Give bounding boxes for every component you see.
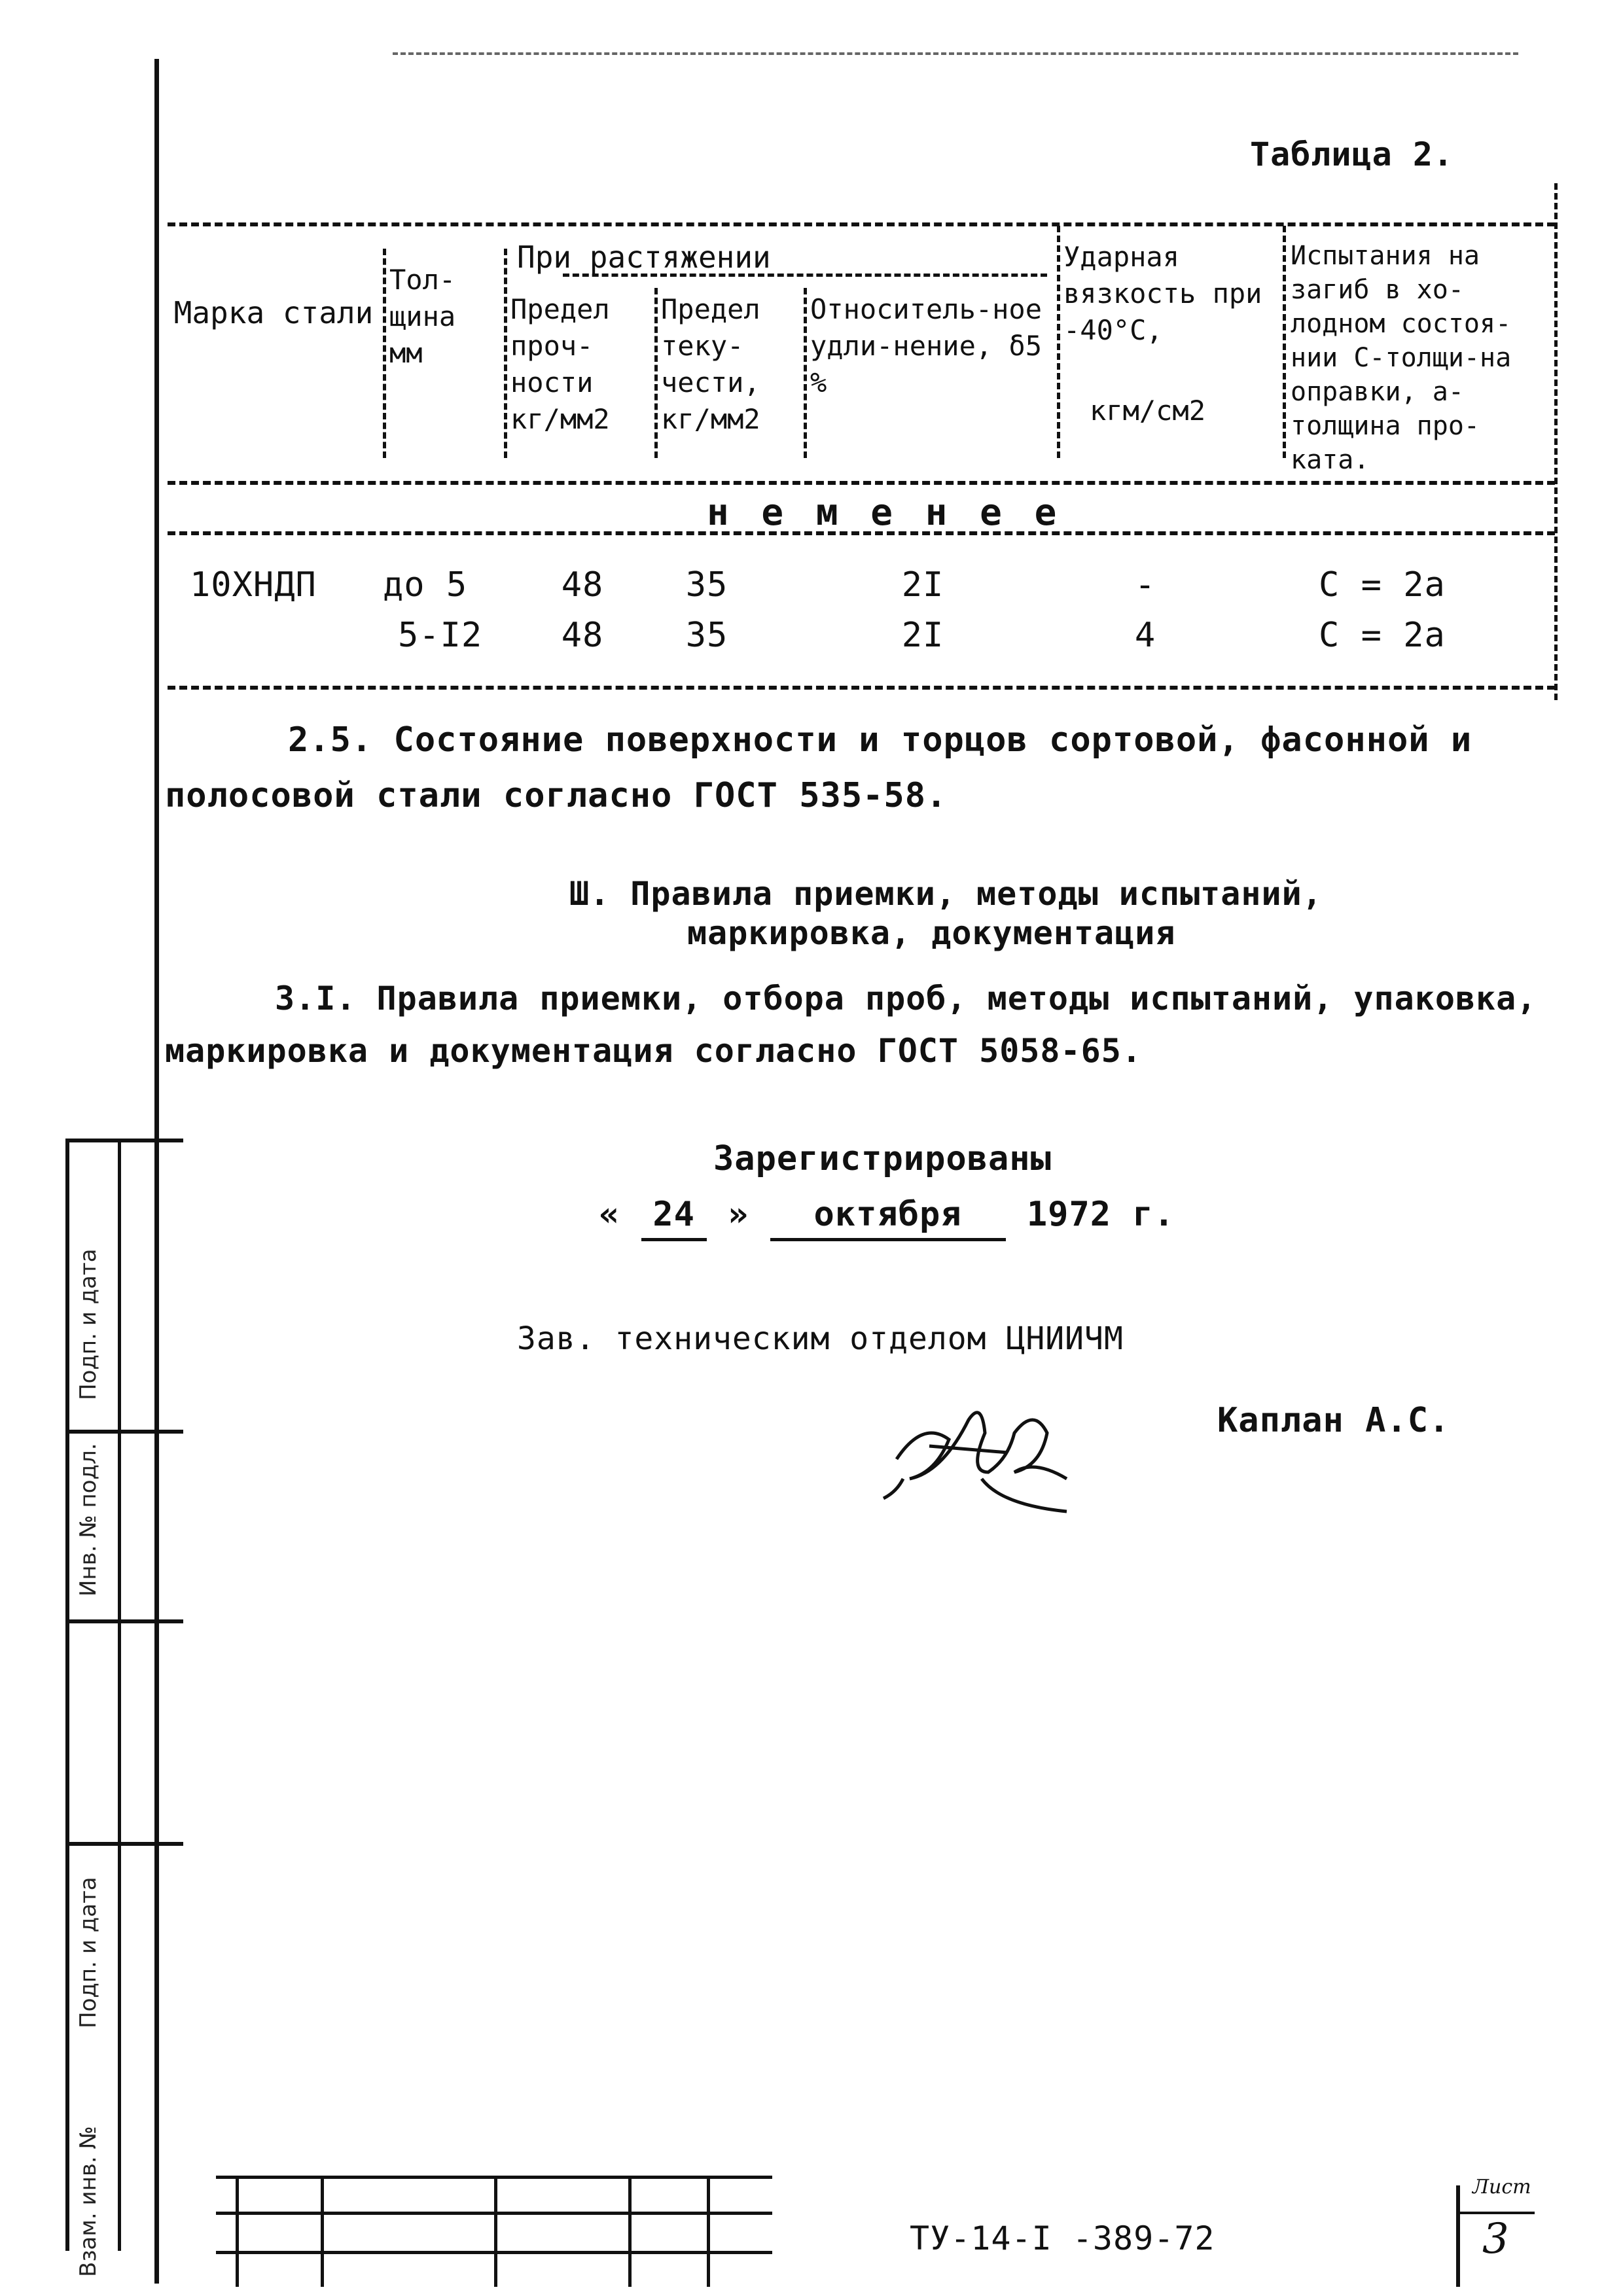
title-block-col-3	[494, 2176, 497, 2287]
section-3-title-line2: маркировка, документация	[687, 914, 1176, 952]
row1-impact: -	[1134, 565, 1156, 605]
table-caption: Таблица 2.	[1250, 135, 1454, 173]
col-sep-4	[804, 288, 807, 458]
title-block-col-5	[707, 2176, 710, 2287]
side-stamp-inner-rule	[118, 1139, 121, 2251]
row2-elongation: 2I	[901, 616, 944, 655]
header-elongation: Относитель-ное удли-нение, δ5 %	[810, 293, 1043, 398]
signatory-position: Зав. техническим отделом ЦНИИЧМ	[517, 1320, 1124, 1357]
col-sep-5	[1057, 226, 1060, 458]
title-block-col-4	[628, 2176, 632, 2287]
side-stamp-rule-4	[65, 1842, 183, 1846]
side-stamp-label-1: Подп. и дата	[75, 1248, 101, 1400]
header-impact: Ударная вязкость при -40°С,	[1063, 241, 1262, 346]
table-bottom-rule	[168, 686, 1555, 690]
sheet-box-left	[1456, 2185, 1460, 2287]
sheet-box-rule	[1456, 2212, 1535, 2214]
row2-yield: 35	[685, 616, 728, 655]
row1-yield: 35	[685, 565, 728, 605]
table-header-bottom-rule	[168, 481, 1555, 485]
top-rule	[393, 52, 1518, 55]
paragraph-2-5-line1: 2.5. Состояние поверхности и торцов сортовой, фасонной и	[288, 720, 1472, 760]
header-yield: Предел теку-чести, кг/мм2	[661, 293, 760, 435]
row1-elongation: 2I	[901, 565, 944, 605]
col-sep-6	[1283, 226, 1286, 458]
header-impact-unit: кгм/см2	[1090, 395, 1206, 427]
row1-bend: С = 2а	[1319, 565, 1446, 605]
col-sep-right	[1554, 183, 1558, 700]
row2-bend: С = 2а	[1319, 616, 1446, 655]
registration-day: 24	[641, 1191, 707, 1241]
row2-impact: 4	[1134, 616, 1156, 655]
quote-open: «	[599, 1195, 620, 1234]
registration-month: октября	[770, 1191, 1006, 1241]
header-grade: Марка стали	[173, 295, 374, 330]
header-tension-group: При растяжении	[517, 239, 771, 275]
document-code: ТУ-14-I -389-72	[910, 2219, 1215, 2257]
title-block-col-2	[321, 2176, 324, 2287]
registration-date	[599, 1191, 1175, 1241]
side-stamp-label-3: Подп. и дата	[75, 1877, 101, 2028]
sheet-label: Лист	[1472, 2176, 1531, 2199]
side-stamp-label-2: Инв. № подл.	[75, 1443, 101, 1597]
header-strength: Предел проч-ности кг/мм2	[510, 293, 610, 435]
section-3-title-line1: Ш. Правила приемки, методы испытаний,	[569, 875, 1323, 913]
registration-label: Зарегистрированы	[713, 1139, 1052, 1178]
col-sep-2	[504, 249, 507, 458]
row1-grade: 10ХНДП	[190, 565, 317, 605]
title-block-col-1	[236, 2176, 239, 2287]
paragraph-2-5-line2: полосовой стали согласно ГОСТ 535-58.	[165, 776, 948, 815]
paragraph-3-1-line1: 3.I. Правила приемки, отбора проб, методы испытаний, упаковка,	[275, 980, 1537, 1017]
col-sep-1	[383, 249, 386, 458]
side-stamp-rule-3	[65, 1619, 183, 1623]
header-bend: Испытания на загиб в хо-лодном состоя-нии С-толщи-на оправки, а-толщина про-ката.	[1291, 241, 1512, 475]
signatory-name: Каплан А.С.	[1217, 1401, 1450, 1440]
side-stamp-rule-2	[65, 1430, 183, 1434]
paragraph-3-1-line2: маркировка и документация согласно ГОСТ 5058-65.	[165, 1032, 1142, 1070]
side-stamp-label-4: Взам. инв. №	[75, 2126, 101, 2277]
col-sep-3	[654, 288, 658, 458]
row2-thickness: 5-I2	[398, 616, 483, 655]
handwritten-signature	[870, 1381, 1086, 1531]
table-top-rule	[168, 222, 1555, 226]
sheet-number: 3	[1482, 2215, 1509, 2263]
left-margin-rule	[154, 59, 159, 2284]
registration-year: 1972 г.	[1026, 1195, 1175, 1234]
side-stamp-rule-1	[65, 1139, 183, 1142]
row1-strength: 48	[561, 565, 604, 605]
side-stamp-outer-rule	[65, 1139, 69, 2251]
row1-thickness: до 5	[383, 565, 468, 605]
row2-strength: 48	[561, 616, 604, 655]
min-values-label: н е м е н е е	[707, 491, 1062, 534]
header-thickness: Тол-щина мм	[389, 264, 456, 369]
quote-close: »	[727, 1195, 749, 1234]
